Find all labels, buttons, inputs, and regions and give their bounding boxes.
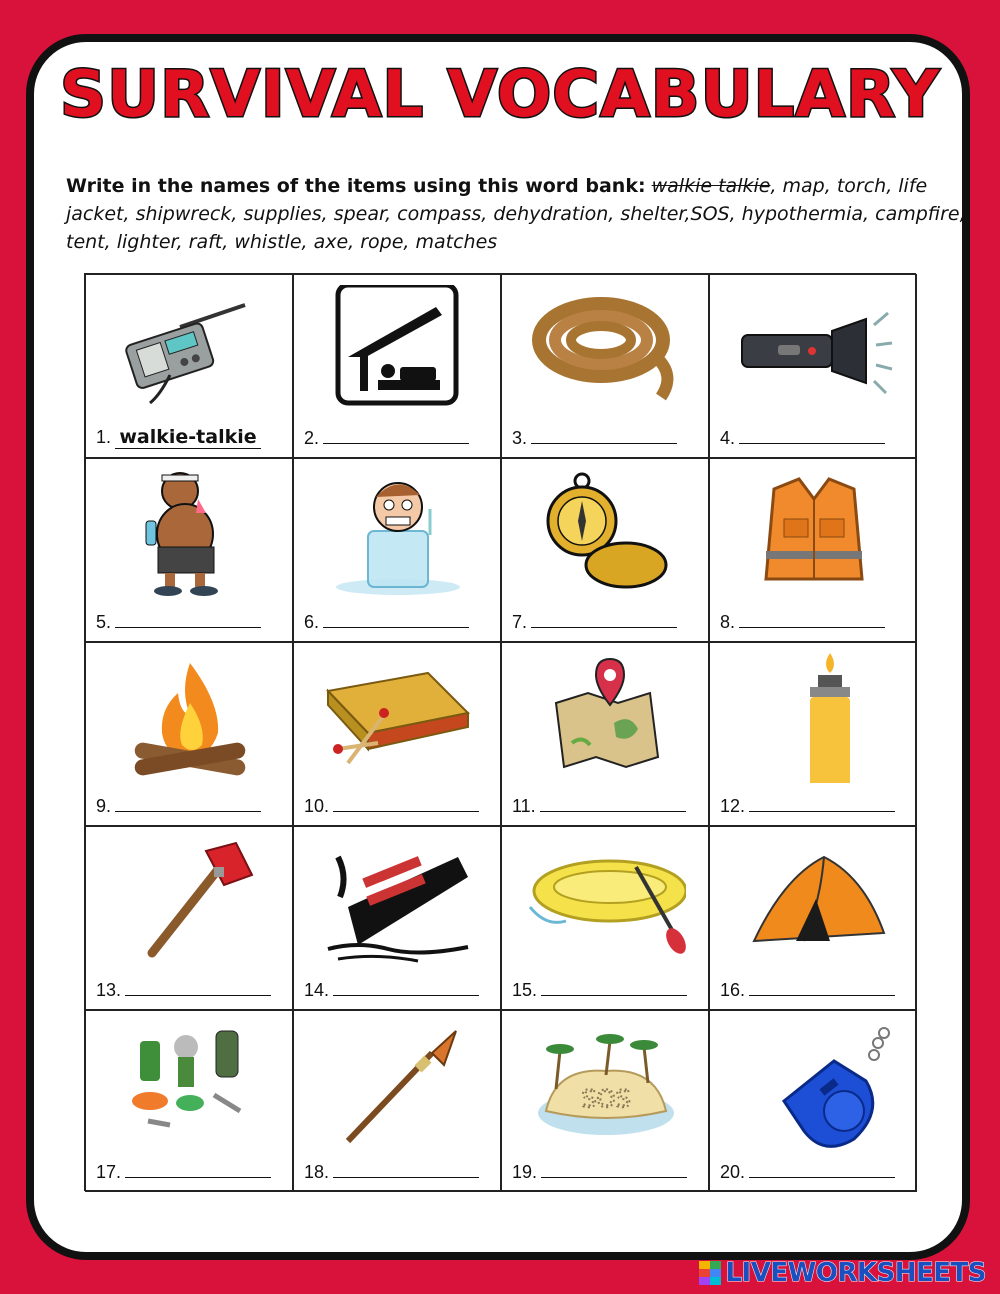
- compass-picture: [526, 469, 686, 599]
- page-title: SURVIVAL VOCABULARY: [60, 58, 940, 132]
- item-number: 9.: [96, 796, 112, 816]
- item-cell: [709, 458, 917, 642]
- answer-field[interactable]: [540, 793, 686, 812]
- item-number: 18.: [304, 1162, 330, 1182]
- item-label: [720, 977, 895, 1001]
- vocabulary-grid: [84, 273, 916, 1191]
- answer-field[interactable]: [115, 609, 261, 628]
- shelter-sign-picture: [318, 285, 478, 415]
- item-number: 20.: [720, 1162, 746, 1182]
- item-cell: [85, 274, 293, 458]
- item-label: [304, 977, 479, 1001]
- svg-text:SOS: SOS: [581, 1085, 631, 1113]
- item-cell: [709, 826, 917, 1010]
- raft-picture: [526, 837, 686, 967]
- item-number: 2.: [304, 428, 320, 448]
- item-label: [720, 1159, 895, 1183]
- item-label: [96, 977, 271, 1001]
- shipwreck-picture: [318, 837, 478, 967]
- lighter-picture: [734, 653, 894, 783]
- item-label: [512, 425, 677, 449]
- item-number: 3.: [512, 428, 528, 448]
- rope-picture: [526, 285, 686, 415]
- answer-field[interactable]: [749, 793, 895, 812]
- item-number: 14.: [304, 980, 330, 1000]
- item-label: [720, 793, 895, 817]
- item-number: 19.: [512, 1162, 538, 1182]
- item-number: 15.: [512, 980, 538, 1000]
- item-cell: [85, 1010, 293, 1192]
- answer-field[interactable]: [115, 793, 261, 812]
- liveworksheets-logo: [699, 1258, 986, 1288]
- item-label: [304, 1159, 479, 1183]
- axe-picture: [110, 837, 270, 967]
- sos-island-picture: [526, 1021, 686, 1151]
- item-cell: [293, 826, 501, 1010]
- walkie-talkie-picture: [110, 285, 270, 415]
- instructions-lead: Write in the names of the items using this word bank:: [66, 175, 646, 197]
- answer-field[interactable]: [323, 425, 469, 444]
- item-cell: [709, 274, 917, 458]
- answer-field[interactable]: [333, 793, 479, 812]
- item-label: [96, 426, 261, 449]
- whistle-picture: [734, 1021, 894, 1151]
- item-number: 11.: [512, 796, 536, 816]
- item-label: [512, 793, 686, 817]
- answer-field[interactable]: walkie-talkie: [115, 426, 261, 449]
- item-cell: [501, 642, 709, 826]
- answer-field[interactable]: [749, 977, 895, 996]
- answer-field[interactable]: [333, 977, 479, 996]
- item-label: [304, 793, 479, 817]
- item-number: 4.: [720, 428, 736, 448]
- item-cell: [85, 826, 293, 1010]
- item-label: [96, 609, 261, 633]
- answer-field[interactable]: [333, 1159, 479, 1178]
- item-cell: [85, 642, 293, 826]
- item-label: [96, 793, 261, 817]
- spear-picture: [318, 1021, 478, 1151]
- answer-field[interactable]: [323, 609, 469, 628]
- item-cell: [501, 274, 709, 458]
- item-cell: [85, 458, 293, 642]
- item-number: 7.: [512, 612, 528, 632]
- logo-mark-icon: [699, 1261, 721, 1285]
- item-number: 16.: [720, 980, 746, 1000]
- item-number: 12.: [720, 796, 746, 816]
- answer-field[interactable]: [749, 1159, 895, 1178]
- item-label: [96, 1159, 271, 1183]
- item-cell: [501, 826, 709, 1010]
- item-cell: [501, 458, 709, 642]
- item-label: [720, 609, 885, 633]
- item-number: 6.: [304, 612, 320, 632]
- answer-field[interactable]: [739, 425, 885, 444]
- map-picture: [526, 653, 686, 783]
- item-cell: [709, 1010, 917, 1192]
- item-number: 10.: [304, 796, 330, 816]
- logo-text: LIVEWORKSHEETS: [725, 1258, 986, 1288]
- dehydrated-man-picture: [110, 469, 270, 599]
- torch-picture: [734, 285, 894, 415]
- answer-field[interactable]: [541, 977, 687, 996]
- item-number: 1.: [96, 427, 112, 447]
- life-jacket-picture: [734, 469, 894, 599]
- answer-field[interactable]: [739, 609, 885, 628]
- answer-field[interactable]: [541, 1159, 687, 1178]
- item-cell: [293, 274, 501, 458]
- item-number: 13.: [96, 980, 122, 1000]
- answer-field[interactable]: [125, 977, 271, 996]
- supplies-picture: [110, 1021, 270, 1151]
- item-label: [304, 425, 469, 449]
- item-cell: [709, 642, 917, 826]
- item-cell: [293, 1010, 501, 1192]
- answer-field[interactable]: [125, 1159, 271, 1178]
- answer-field[interactable]: [531, 609, 677, 628]
- answer-field[interactable]: [531, 425, 677, 444]
- item-number: 5.: [96, 612, 112, 632]
- item-cell: [293, 642, 501, 826]
- instructions: [66, 172, 966, 256]
- frozen-man-picture: [318, 469, 478, 599]
- item-cell: [293, 458, 501, 642]
- matches-picture: [318, 653, 478, 783]
- struck-word: walkie talkie: [651, 175, 771, 197]
- item-label: [512, 609, 677, 633]
- word-bank: , map, torch, life jacket, shipwreck, supplies, spear, compass, dehydration, shelter,SOS, hypothermia, campfire, tent, lighter, raft, whistle, axe, rope, matches: [66, 175, 966, 253]
- item-cell: [501, 1010, 709, 1192]
- item-label: [512, 1159, 687, 1183]
- tent-picture: [734, 837, 894, 967]
- campfire-picture: [110, 653, 270, 783]
- item-number: 17.: [96, 1162, 122, 1182]
- item-label: [512, 977, 687, 1001]
- item-number: 8.: [720, 612, 736, 632]
- item-label: [720, 425, 885, 449]
- item-label: [304, 609, 469, 633]
